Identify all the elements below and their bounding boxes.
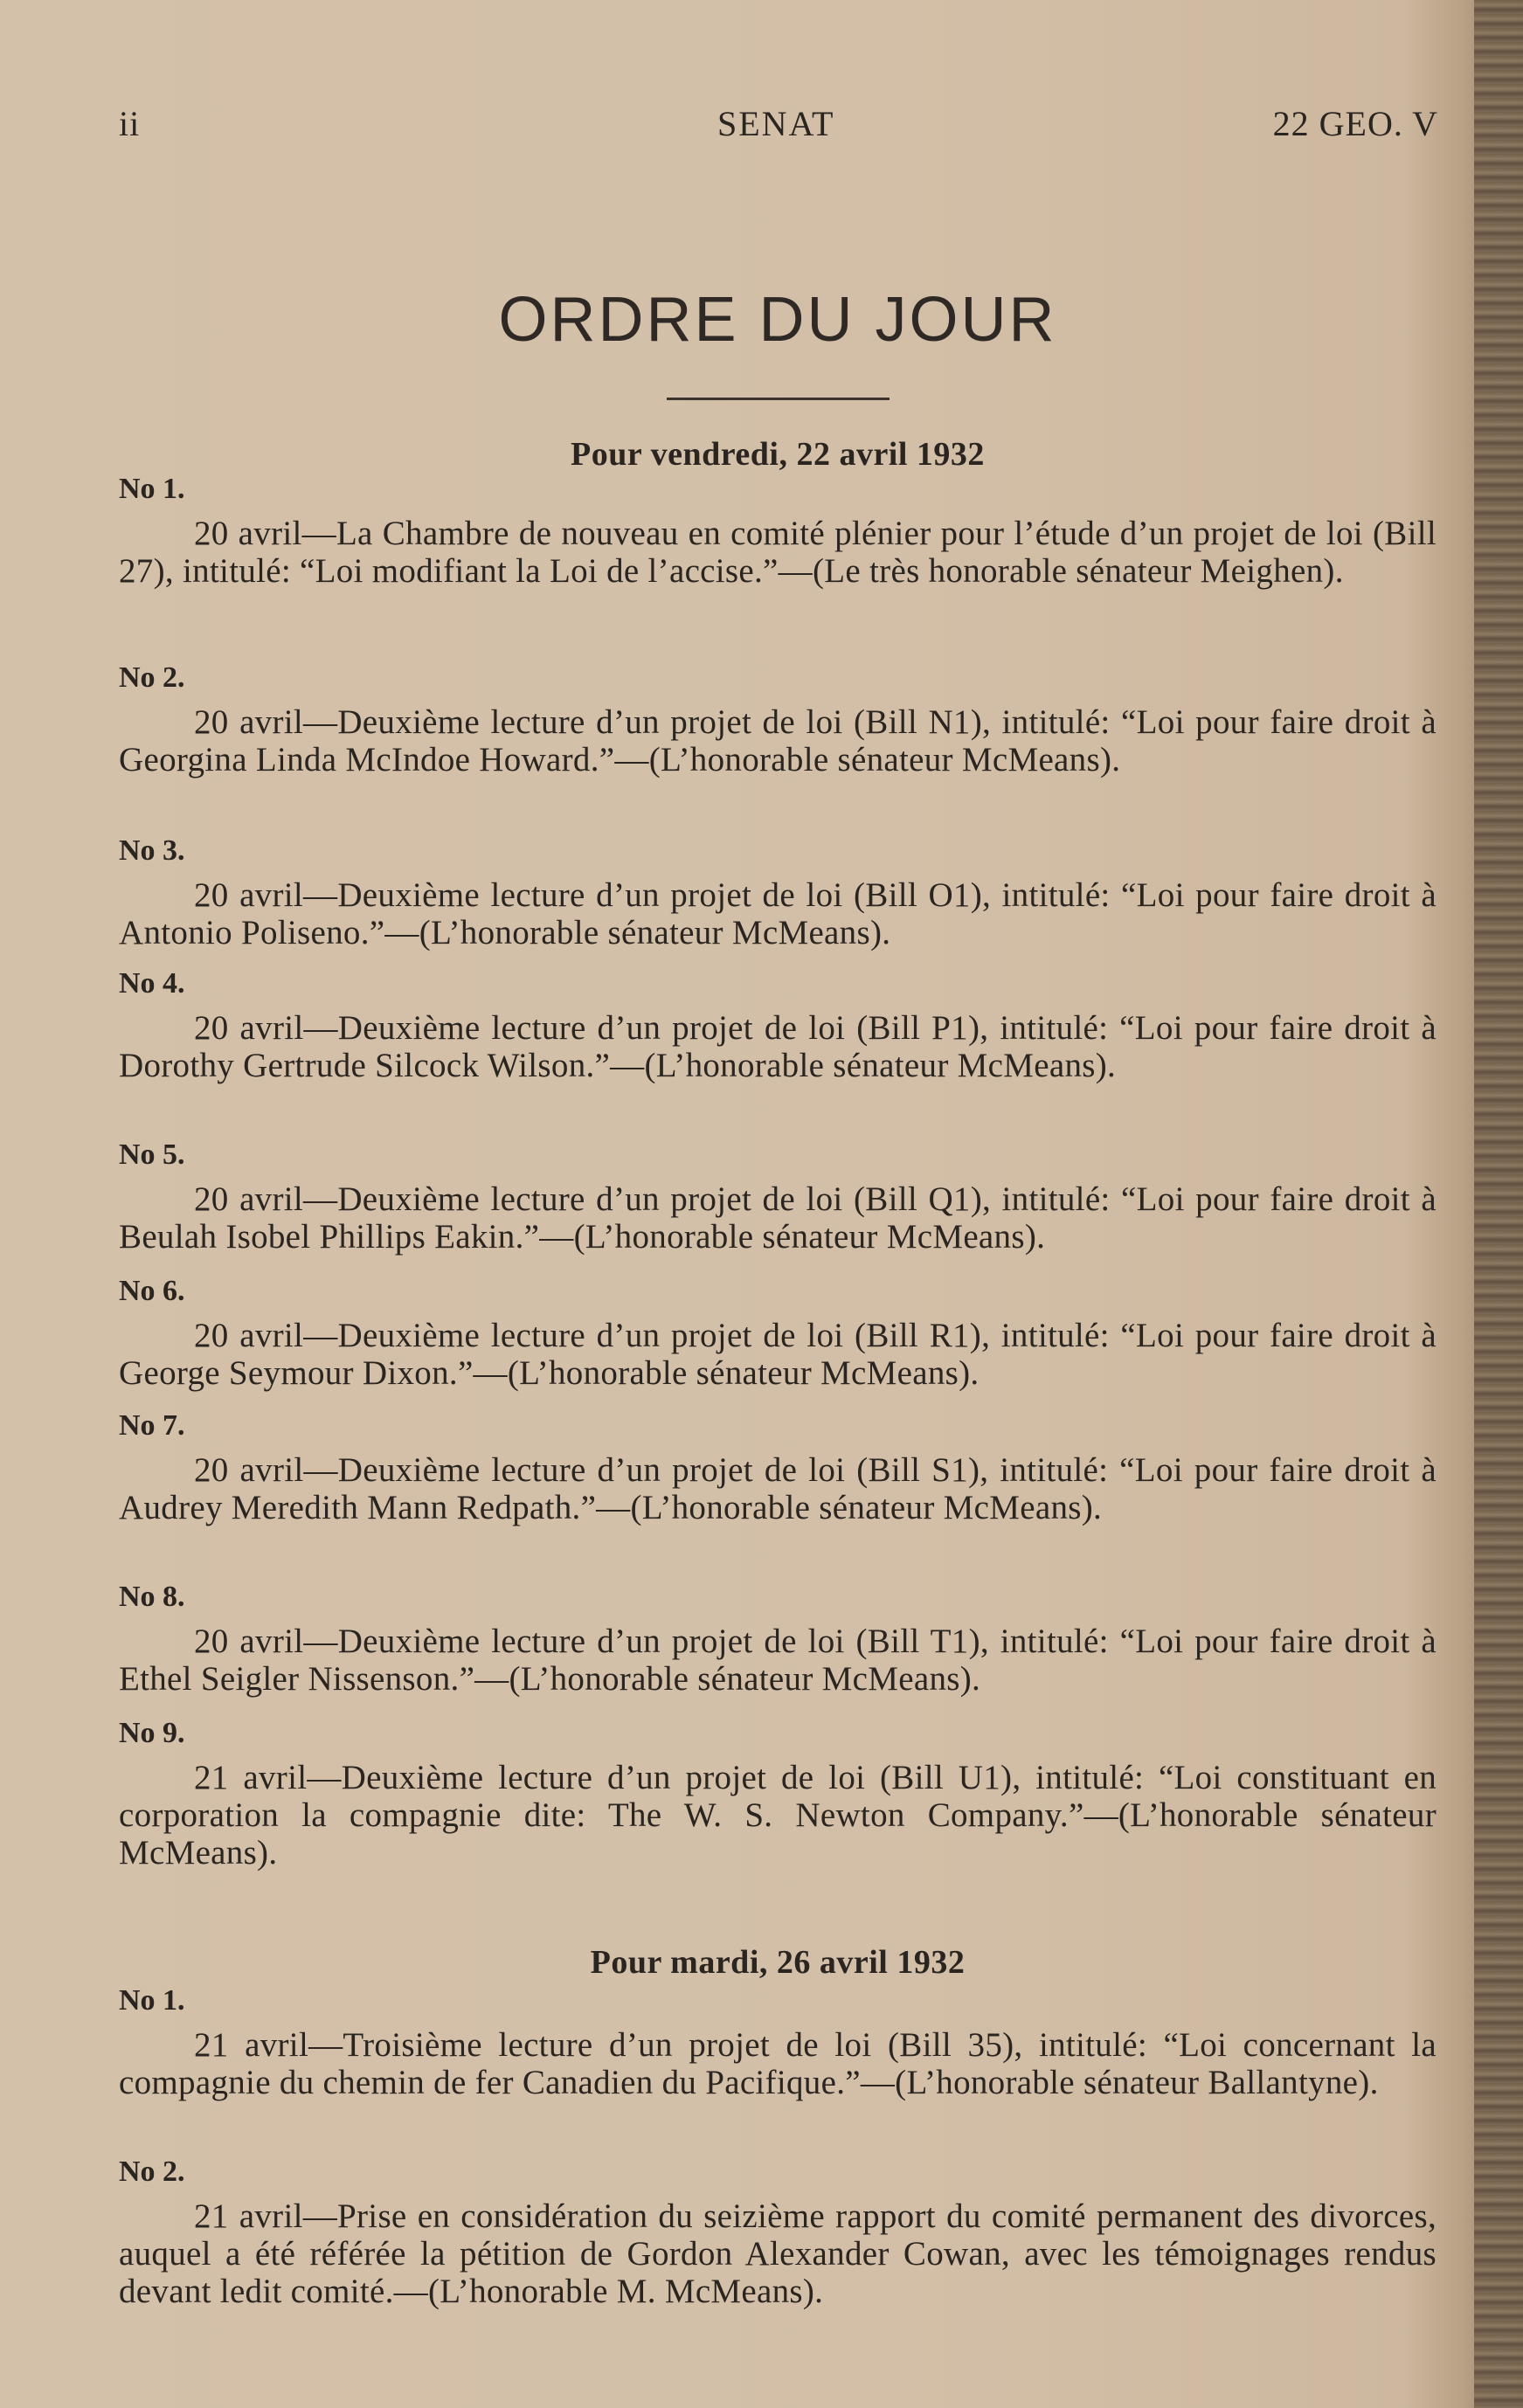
item-number: No 2. [119, 2155, 185, 2188]
section-heading-tuesday: Pour mardi, 26 avril 1932 [590, 1944, 966, 1981]
section-heading-friday: Pour vendredi, 22 avril 1932 [571, 436, 985, 473]
item-text: 20 avril—Deuxième lecture d’un projet de loi (Bill P1), intitulé: “Loi pour faire droit à Dorothy Gertrude Silcock Wilson.”—(L’honorable sénateur McMeans). [119, 1008, 1436, 1084]
item-text: 20 avril—Deuxième lecture d’un projet de loi (Bill R1), intitulé: “Loi pour faire droit à George Seymour Dixon.”—(L’honorable sénateur McMeans). [119, 1316, 1436, 1392]
agenda-item [119, 1138, 1436, 1256]
agenda-item [119, 966, 1436, 1084]
item-text: 20 avril—Deuxième lecture d’un projet de loi (Bill S1), intitulé: “Loi pour faire droit à Audrey Meredith Mann Redpath.”—(L’honorable sénateur McMeans). [119, 1450, 1436, 1526]
item-number: No 9. [119, 1717, 185, 1749]
item-text: 20 avril—Deuxième lecture d’un projet de loi (Bill O1), intitulé: “Loi pour faire droit à Antonio Poliseno.”—(L’honorable sénateur McMeans). [119, 875, 1436, 951]
agenda-item [119, 472, 1436, 590]
item-text: 20 avril—Deuxième lecture d’un projet de loi (Bill N1), intitulé: “Loi pour faire droit à Georgina Linda McIndoe Howard.”—(L’honorable sénateur McMeans). [119, 702, 1436, 778]
item-text: 21 avril—Prise en considération du seizième rapport du comité permanent des divorces, auquel a été référée la pétition de Gordon Alexander Cowan, avec les témoignages rendus devant ledit comité.—(L’honorable M. McMeans). [119, 2197, 1436, 2310]
item-text: 21 avril—Deuxième lecture d’un projet de loi (Bill U1), intitulé: “Loi constituant en corporation la compagnie dite: The W. S. Newton Company.”—(L’honorable sénateur McMeans). [119, 1758, 1436, 1872]
agenda-item [119, 1274, 1436, 1392]
page-title: ORDRE DU JOUR [498, 285, 1057, 355]
running-header [119, 103, 1438, 156]
item-text: 20 avril—La Chambre de nouveau en comité plénier pour l’étude d’un projet de loi (Bill 27), intitulé: “Loi modifiant la Loi de l’accise.”—(Le très honorable sénateur Meighen). [119, 514, 1436, 590]
agenda-item [119, 1580, 1436, 1698]
item-text: 20 avril—Deuxième lecture d’un projet de loi (Bill T1), intitulé: “Loi pour faire droit à Ethel Seigler Nissenson.”—(L’honorable sénateur McMeans). [119, 1622, 1436, 1698]
agenda-item [119, 834, 1436, 951]
item-number: No 3. [119, 834, 185, 867]
item-number: No 7. [119, 1409, 185, 1442]
title-divider [667, 398, 890, 400]
agenda-item [119, 1408, 1436, 1526]
item-number: No 1. [119, 473, 185, 505]
page-number: ii [119, 104, 141, 143]
header-senat: SENAT [717, 104, 835, 143]
agenda-item [119, 1983, 1436, 2101]
item-number: No 1. [119, 1984, 185, 2017]
agenda-item [119, 661, 1436, 778]
item-text: 21 avril—Troisième lecture d’un projet de loi (Bill 35), intitulé: “Loi concernant la compagnie du chemin de fer Canadien du Pacifique.”—(L’honorable sénateur Ballantyne). [119, 2025, 1436, 2101]
agenda-item [119, 1716, 1436, 1872]
page-binding-edge [1474, 0, 1523, 2408]
item-number: No 2. [119, 661, 185, 694]
item-number: No 4. [119, 967, 185, 1000]
header-regnal-year: 22 GEO. V [1272, 104, 1438, 143]
item-number: No 6. [119, 1275, 185, 1307]
agenda-item [119, 2155, 1436, 2310]
item-number: No 5. [119, 1138, 185, 1171]
item-text: 20 avril—Deuxième lecture d’un projet de loi (Bill Q1), intitulé: “Loi pour faire droit à Beulah Isobel Phillips Eakin.”—(L’honorable sénateur McMeans). [119, 1180, 1436, 1256]
item-number: No 8. [119, 1581, 185, 1613]
